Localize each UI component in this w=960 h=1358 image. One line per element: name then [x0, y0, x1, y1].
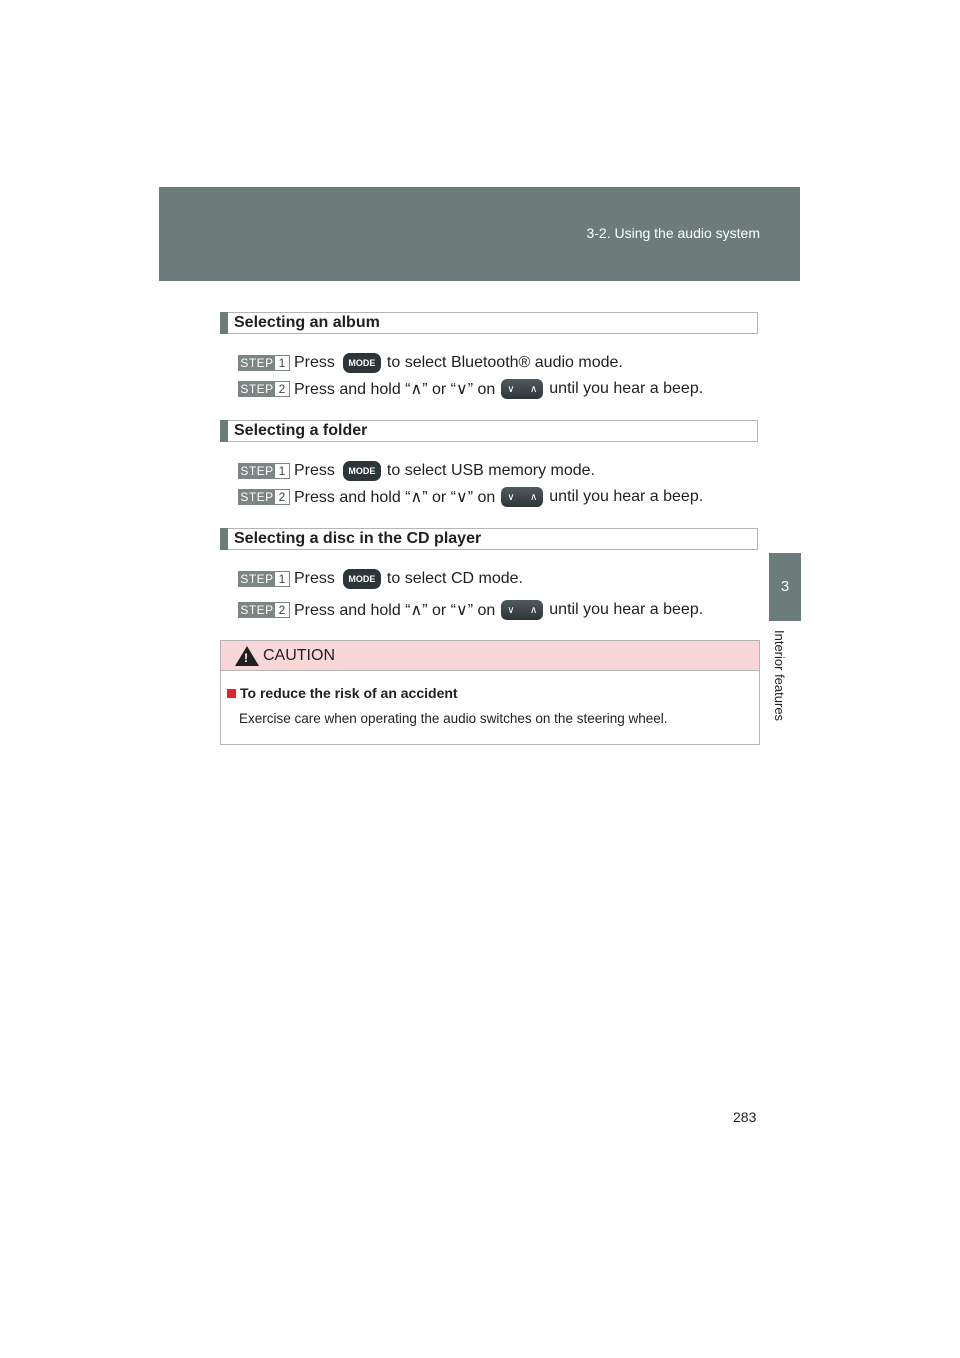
mode-button-icon: MODE	[343, 461, 381, 481]
step-line	[238, 460, 595, 482]
caution-header	[221, 641, 759, 671]
section-heading-folder	[220, 420, 758, 442]
section-heading-cd	[220, 528, 758, 550]
section-bar	[220, 420, 228, 442]
step-text: Press and hold “∧” or “∨” on	[294, 381, 496, 398]
step-text: until you hear a beep.	[549, 380, 704, 397]
step-badge: STEP 1	[238, 463, 290, 479]
section-bar	[220, 312, 228, 334]
step-text: until you hear a beep.	[549, 488, 704, 505]
header-band	[159, 187, 800, 281]
caution-subheading-text: To reduce the risk of an accident	[240, 685, 458, 701]
seek-switch-icon: ∨ ∧	[501, 487, 543, 507]
step-line	[238, 352, 623, 374]
step-badge: STEP 1	[238, 355, 290, 371]
chapter-label: Interior features	[772, 630, 787, 722]
warning-icon	[235, 646, 259, 666]
section-title: Selecting a folder	[234, 422, 368, 439]
header-title: 3-2. Using the audio system	[586, 225, 760, 241]
step-line	[238, 568, 523, 590]
step-line	[238, 486, 703, 508]
mode-button-icon: MODE	[343, 353, 381, 373]
step-text: Press	[294, 570, 335, 587]
step-text: to select USB memory mode.	[386, 462, 595, 479]
section-heading-album	[220, 312, 758, 334]
step-text: to select CD mode.	[386, 570, 523, 587]
step-line	[238, 378, 703, 400]
seek-switch-icon: ∨ ∧	[501, 600, 543, 620]
caution-box	[220, 640, 760, 745]
page-number: 283	[733, 1109, 757, 1125]
bullet-square-icon	[227, 689, 236, 698]
step-badge: STEP 2	[238, 489, 290, 505]
caution-title: CAUTION	[263, 647, 335, 664]
step-text: Press and hold “∧” or “∨” on	[294, 489, 496, 506]
caution-body: Exercise care when operating the audio switches on the steering wheel.	[239, 711, 668, 726]
mode-button-icon: MODE	[343, 569, 381, 589]
section-title: Selecting an album	[234, 314, 380, 331]
step-text: to select Bluetooth® audio mode.	[386, 354, 623, 371]
section-title: Selecting a disc in the CD player	[234, 530, 482, 547]
section-bar	[220, 528, 228, 550]
chapter-tab: 3	[769, 553, 801, 621]
step-line	[238, 599, 703, 621]
caution-subheading	[227, 685, 458, 701]
step-badge: STEP 2	[238, 602, 290, 618]
seek-switch-icon: ∨ ∧	[501, 379, 543, 399]
step-text: Press	[294, 354, 335, 371]
step-text: until you hear a beep.	[549, 601, 704, 618]
step-badge: STEP 2	[238, 381, 290, 397]
step-text: Press and hold “∧” or “∨” on	[294, 602, 496, 619]
step-badge: STEP 1	[238, 571, 290, 587]
step-text: Press	[294, 462, 335, 479]
